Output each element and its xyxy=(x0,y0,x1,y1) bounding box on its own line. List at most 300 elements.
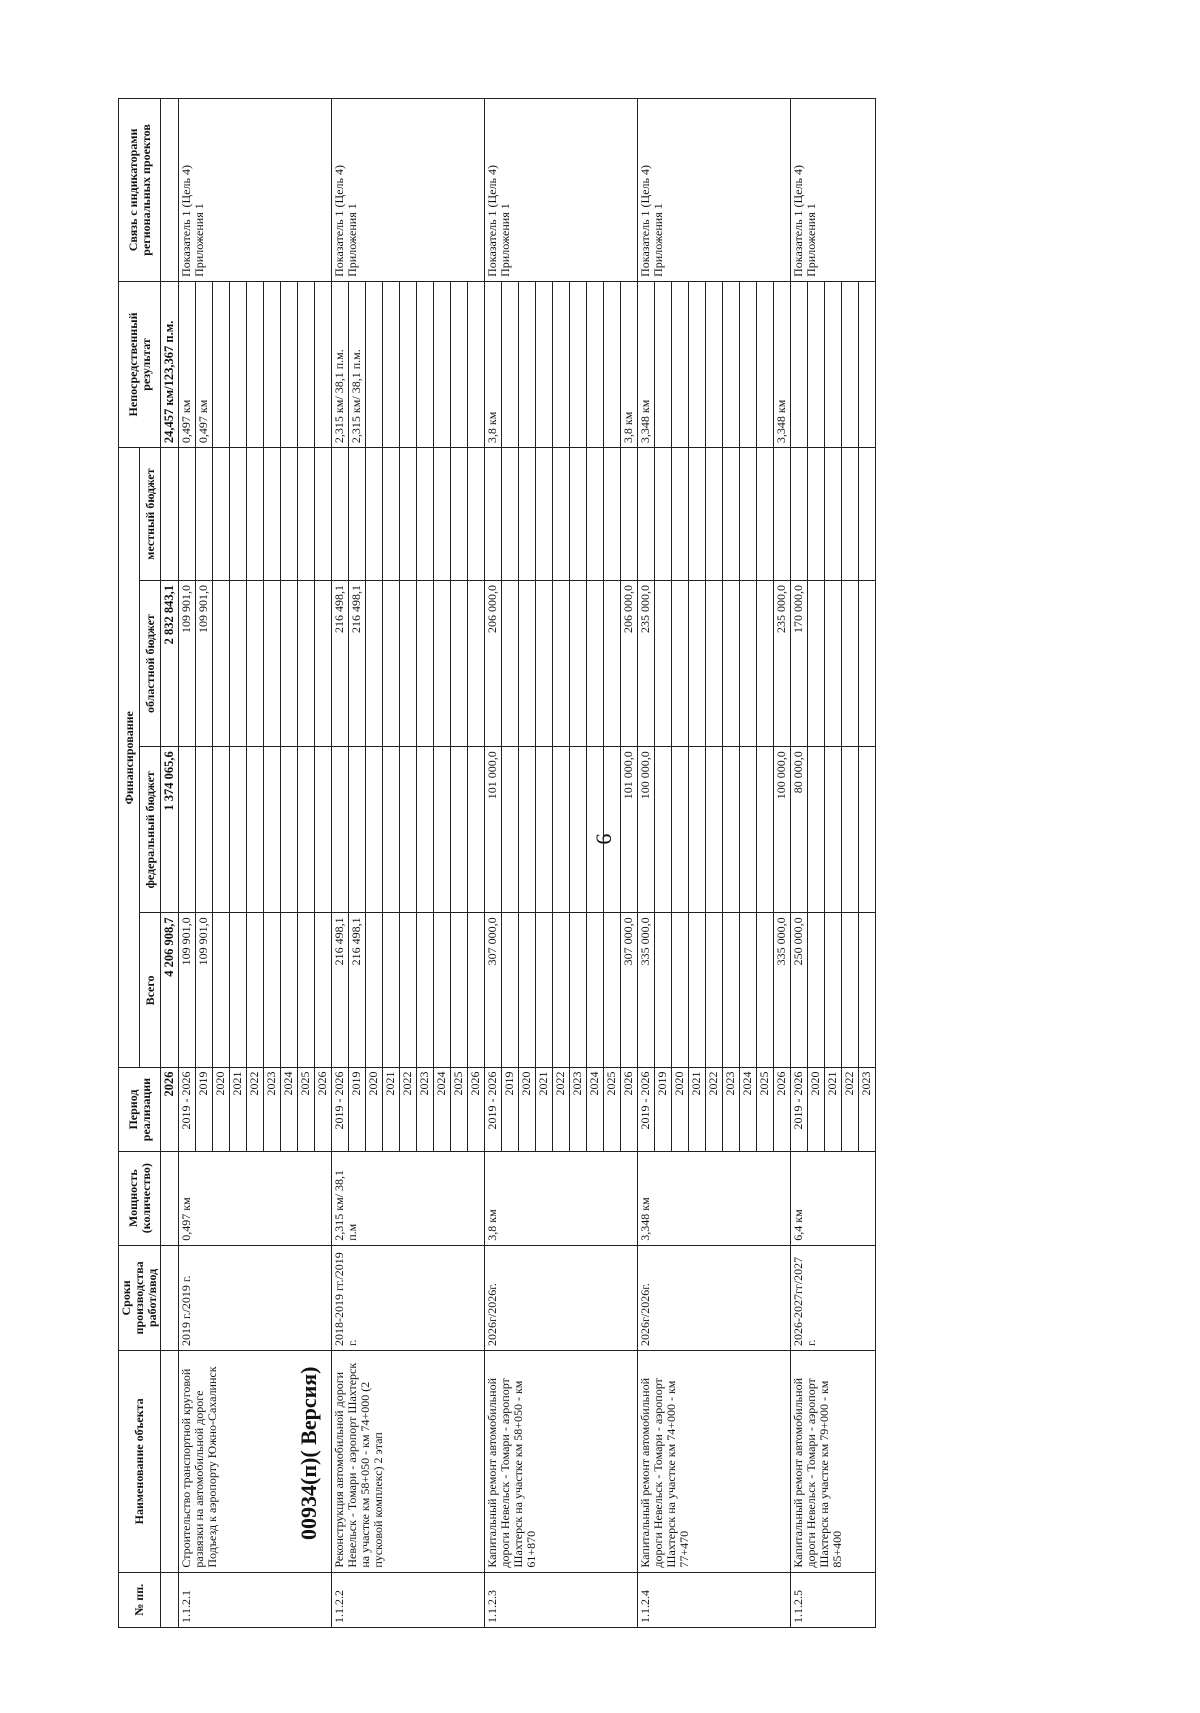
regional-cell xyxy=(706,581,723,747)
local-cell xyxy=(536,448,553,581)
object-number: 1.1.2.5 xyxy=(791,1572,876,1627)
regional-cell: 170 000,0 xyxy=(791,581,808,747)
object-capacity: 2,315 км/ 38,1 п.м xyxy=(332,1151,485,1245)
regional-cell xyxy=(553,581,570,747)
total-cell xyxy=(706,913,723,1068)
result-cell xyxy=(383,281,400,447)
result-cell xyxy=(604,281,621,447)
total-cell: 307 000,0 xyxy=(485,913,502,1068)
period-cell: 2020 xyxy=(672,1068,689,1151)
federal-cell xyxy=(587,747,604,913)
total-cell: 335 000,0 xyxy=(774,913,791,1068)
result-cell: 2,315 км/ 38,1 п.м. xyxy=(349,281,366,447)
document-code: 00934(п)( Версия) xyxy=(296,1366,321,1540)
period-cell: 2023 xyxy=(723,1068,740,1151)
regional-cell xyxy=(230,581,247,747)
total-cell: 109 901,0 xyxy=(179,913,196,1068)
object-number: 1.1.2.4 xyxy=(638,1572,791,1627)
local-cell xyxy=(400,448,417,581)
result-cell: 0,497 км xyxy=(196,281,213,447)
local-cell xyxy=(383,448,400,581)
regional-cell xyxy=(723,581,740,747)
federal-cell xyxy=(859,747,876,913)
regional-cell xyxy=(468,581,485,747)
local-cell xyxy=(230,448,247,581)
summary-no xyxy=(161,1572,179,1627)
object-link: Показатель 1 (Цель 4) Приложения 1 xyxy=(485,99,638,282)
local-cell xyxy=(570,448,587,581)
total-cell xyxy=(570,913,587,1068)
period-cell: 2019 xyxy=(349,1068,366,1151)
result-cell xyxy=(366,281,383,447)
regional-cell xyxy=(825,581,842,747)
total-cell: 216 498,1 xyxy=(349,913,366,1068)
regional-cell xyxy=(689,581,706,747)
object-link: Показатель 1 (Цель 4) Приложения 1 xyxy=(638,99,791,282)
regional-cell xyxy=(383,581,400,747)
period-cell: 2021 xyxy=(689,1068,706,1151)
total-cell xyxy=(553,913,570,1068)
object-name: Капитальный ремонт автомобильной дороги Невельск - Томари - аэропорт Шахтерск на участке км 79+000 - км 85+400 xyxy=(791,1351,876,1573)
local-cell xyxy=(179,448,196,581)
total-cell xyxy=(502,913,519,1068)
regional-cell xyxy=(213,581,230,747)
federal-cell: 100 000,0 xyxy=(638,747,655,913)
object-number: 1.1.2.1 xyxy=(179,1572,332,1627)
local-cell xyxy=(485,448,502,581)
summary-name xyxy=(161,1351,179,1573)
federal-cell xyxy=(213,747,230,913)
summary-local xyxy=(161,448,179,581)
local-cell xyxy=(604,448,621,581)
period-cell: 2020 xyxy=(808,1068,825,1151)
period-cell: 2024 xyxy=(740,1068,757,1151)
period-cell: 2020 xyxy=(519,1068,536,1151)
period-cell: 2019 xyxy=(502,1068,519,1151)
regional-cell xyxy=(655,581,672,747)
regional-cell xyxy=(587,581,604,747)
period-cell: 2019 - 2026 xyxy=(791,1068,808,1151)
period-cell: 2019 xyxy=(196,1068,213,1151)
federal-cell xyxy=(519,747,536,913)
summary-capacity xyxy=(161,1151,179,1245)
result-cell xyxy=(417,281,434,447)
period-cell: 2022 xyxy=(706,1068,723,1151)
result-cell xyxy=(842,281,859,447)
result-cell xyxy=(808,281,825,447)
federal-cell xyxy=(349,747,366,913)
total-cell xyxy=(655,913,672,1068)
local-cell xyxy=(842,448,859,581)
period-cell: 2019 - 2026 xyxy=(638,1068,655,1151)
federal-cell xyxy=(264,747,281,913)
page-number: 9 xyxy=(591,833,617,845)
period-cell: 2021 xyxy=(825,1068,842,1151)
total-cell: 335 000,0 xyxy=(638,913,655,1068)
federal-cell xyxy=(672,747,689,913)
local-cell xyxy=(196,448,213,581)
total-cell xyxy=(281,913,298,1068)
summary-total: 4 206 908,7 xyxy=(161,913,179,1068)
total-cell xyxy=(740,913,757,1068)
total-cell xyxy=(689,913,706,1068)
period-cell: 2024 xyxy=(587,1068,604,1151)
summary-period: 2026 xyxy=(161,1068,179,1151)
result-cell xyxy=(230,281,247,447)
local-cell xyxy=(808,448,825,581)
regional-cell: 109 901,0 xyxy=(196,581,213,747)
regional-cell xyxy=(451,581,468,747)
total-cell xyxy=(298,913,315,1068)
total-cell xyxy=(536,913,553,1068)
result-cell xyxy=(264,281,281,447)
federal-cell: 101 000,0 xyxy=(621,747,638,913)
federal-cell xyxy=(315,747,332,913)
object-link: Показатель 1 (Цель 4) Приложения 1 xyxy=(179,99,332,282)
object-capacity: 3,8 км xyxy=(485,1151,638,1245)
period-cell: 2022 xyxy=(400,1068,417,1151)
federal-cell xyxy=(570,747,587,913)
period-cell: 2023 xyxy=(859,1068,876,1151)
period-cell: 2023 xyxy=(264,1068,281,1151)
object-capacity: 0,497 км xyxy=(179,1151,332,1245)
period-cell: 2025 xyxy=(451,1068,468,1151)
regional-cell xyxy=(264,581,281,747)
local-cell xyxy=(332,448,349,581)
period-cell: 2021 xyxy=(536,1068,553,1151)
regional-cell: 216 498,1 xyxy=(349,581,366,747)
federal-cell xyxy=(230,747,247,913)
header-link: Связь с индикаторами региональных проектов xyxy=(119,99,161,282)
total-cell xyxy=(451,913,468,1068)
local-cell xyxy=(638,448,655,581)
regional-cell xyxy=(672,581,689,747)
total-cell xyxy=(417,913,434,1068)
federal-cell: 80 000,0 xyxy=(791,747,808,913)
federal-cell xyxy=(502,747,519,913)
result-cell xyxy=(502,281,519,447)
federal-cell xyxy=(298,747,315,913)
period-cell: 2025 xyxy=(298,1068,315,1151)
federal-cell xyxy=(196,747,213,913)
table-row xyxy=(179,99,196,1628)
object-name: Строительство транспортной круговой развязки на автомобильной дороге Подъезд к аэропорту Южно-Сахалинск xyxy=(179,1351,332,1573)
result-cell xyxy=(298,281,315,447)
regional-cell xyxy=(315,581,332,747)
result-cell xyxy=(570,281,587,447)
total-cell xyxy=(434,913,451,1068)
result-cell: 2,315 км/ 38,1 п.м. xyxy=(332,281,349,447)
header-regional: областной бюджет xyxy=(140,581,161,747)
total-cell xyxy=(213,913,230,1068)
federal-cell xyxy=(706,747,723,913)
regional-cell xyxy=(842,581,859,747)
period-cell: 2021 xyxy=(230,1068,247,1151)
header-capacity: Мощность (количество) xyxy=(119,1151,161,1245)
federal-cell xyxy=(655,747,672,913)
total-cell xyxy=(264,913,281,1068)
period-cell: 2024 xyxy=(281,1068,298,1151)
table-row xyxy=(332,99,349,1628)
local-cell xyxy=(519,448,536,581)
object-term: 2026г/2026г. xyxy=(638,1245,791,1350)
period-cell: 2021 xyxy=(383,1068,400,1151)
total-cell xyxy=(468,913,485,1068)
regional-cell xyxy=(434,581,451,747)
summary-term xyxy=(161,1245,179,1350)
result-cell xyxy=(536,281,553,447)
regional-cell xyxy=(366,581,383,747)
period-cell: 2025 xyxy=(757,1068,774,1151)
header-name: Наименование объекта xyxy=(119,1351,161,1573)
result-cell: 3,348 км xyxy=(774,281,791,447)
local-cell xyxy=(553,448,570,581)
result-cell xyxy=(400,281,417,447)
federal-cell xyxy=(417,747,434,913)
table-row xyxy=(638,99,655,1628)
local-cell xyxy=(706,448,723,581)
period-cell: 2023 xyxy=(570,1068,587,1151)
header-local: местный бюджет xyxy=(140,448,161,581)
local-cell xyxy=(859,448,876,581)
local-cell xyxy=(281,448,298,581)
period-cell: 2019 - 2026 xyxy=(179,1068,196,1151)
result-cell xyxy=(587,281,604,447)
result-cell xyxy=(247,281,264,447)
period-cell: 2022 xyxy=(247,1068,264,1151)
header-no: № пп. xyxy=(119,1572,161,1627)
local-cell xyxy=(587,448,604,581)
local-cell xyxy=(451,448,468,581)
period-cell: 2020 xyxy=(213,1068,230,1151)
regional-cell: 206 000,0 xyxy=(485,581,502,747)
regional-cell: 216 498,1 xyxy=(332,581,349,747)
result-cell xyxy=(757,281,774,447)
local-cell xyxy=(298,448,315,581)
total-cell xyxy=(400,913,417,1068)
local-cell xyxy=(468,448,485,581)
result-cell xyxy=(689,281,706,447)
period-cell: 2022 xyxy=(842,1068,859,1151)
table-row xyxy=(485,99,502,1628)
federal-cell xyxy=(434,747,451,913)
object-name: Капитальный ремонт автомобильной дороги Невельск - Томари - аэропорт Шахтерск на участке км 74+000 - км 77+470 xyxy=(638,1351,791,1573)
local-cell xyxy=(689,448,706,581)
regional-cell xyxy=(281,581,298,747)
total-cell xyxy=(757,913,774,1068)
total-cell: 250 000,0 xyxy=(791,913,808,1068)
regional-cell xyxy=(570,581,587,747)
summary-result: 24,457 км/123,367 п.м. xyxy=(161,281,179,447)
object-term: 2026г/2026г. xyxy=(485,1245,638,1350)
result-cell xyxy=(740,281,757,447)
federal-cell xyxy=(723,747,740,913)
total-cell xyxy=(825,913,842,1068)
federal-cell: 101 000,0 xyxy=(485,747,502,913)
federal-cell xyxy=(468,747,485,913)
total-cell xyxy=(587,913,604,1068)
period-cell: 2026 xyxy=(468,1068,485,1151)
period-cell: 2026 xyxy=(621,1068,638,1151)
object-name: Реконструкция автомобильной дороги Невельск - Томари - аэропорт Шахтерск на участке км 58+050 - км 74+000 (2 пусковой комплекс) 2 этап xyxy=(332,1351,485,1573)
total-cell xyxy=(808,913,825,1068)
total-cell xyxy=(604,913,621,1068)
regional-cell xyxy=(859,581,876,747)
local-cell xyxy=(757,448,774,581)
local-cell xyxy=(264,448,281,581)
result-cell xyxy=(706,281,723,447)
local-cell xyxy=(825,448,842,581)
federal-cell xyxy=(332,747,349,913)
regional-cell xyxy=(604,581,621,747)
period-cell: 2024 xyxy=(434,1068,451,1151)
object-name: Капитальный ремонт автомобильной дороги Невельск - Томари - аэропорт Шахтерск на участке км 58+050 - км 61+870 xyxy=(485,1351,638,1573)
object-number: 1.1.2.2 xyxy=(332,1572,485,1627)
result-cell xyxy=(315,281,332,447)
federal-cell xyxy=(383,747,400,913)
federal-cell xyxy=(400,747,417,913)
total-cell xyxy=(859,913,876,1068)
financing-table xyxy=(118,98,876,1628)
regional-cell xyxy=(740,581,757,747)
regional-cell xyxy=(757,581,774,747)
object-number: 1.1.2.3 xyxy=(485,1572,638,1627)
result-cell xyxy=(791,281,808,447)
result-cell xyxy=(519,281,536,447)
total-cell xyxy=(247,913,264,1068)
total-cell xyxy=(383,913,400,1068)
total-cell: 216 498,1 xyxy=(332,913,349,1068)
regional-cell xyxy=(298,581,315,747)
result-cell xyxy=(213,281,230,447)
regional-cell: 109 901,0 xyxy=(179,581,196,747)
federal-cell xyxy=(451,747,468,913)
regional-cell xyxy=(247,581,264,747)
regional-cell: 235 000,0 xyxy=(774,581,791,747)
total-cell: 307 000,0 xyxy=(621,913,638,1068)
header-federal: федеральный бюджет xyxy=(140,747,161,913)
period-cell: 2019 - 2026 xyxy=(485,1068,502,1151)
period-cell: 2019 xyxy=(655,1068,672,1151)
summary-link xyxy=(161,99,179,282)
rotated-table-container xyxy=(118,98,1028,1628)
result-cell: 3,348 км xyxy=(638,281,655,447)
local-cell xyxy=(366,448,383,581)
total-cell: 109 901,0 xyxy=(196,913,213,1068)
federal-cell xyxy=(689,747,706,913)
result-cell xyxy=(468,281,485,447)
federal-cell xyxy=(757,747,774,913)
local-cell xyxy=(315,448,332,581)
local-cell xyxy=(723,448,740,581)
regional-cell: 206 000,0 xyxy=(621,581,638,747)
local-cell xyxy=(774,448,791,581)
object-term: 2019 г./2019 г. xyxy=(179,1245,332,1350)
result-cell xyxy=(672,281,689,447)
object-term: 2026-2027гг/2027 г. xyxy=(791,1245,876,1350)
local-cell xyxy=(672,448,689,581)
period-cell: 2019 - 2026 xyxy=(332,1068,349,1151)
result-cell xyxy=(451,281,468,447)
federal-cell xyxy=(825,747,842,913)
object-link: Показатель 1 (Цель 4) Приложения 1 xyxy=(791,99,876,282)
regional-cell xyxy=(502,581,519,747)
federal-cell xyxy=(553,747,570,913)
period-cell: 2026 xyxy=(774,1068,791,1151)
summary-row xyxy=(161,99,179,1628)
period-cell: 2022 xyxy=(553,1068,570,1151)
period-cell: 2023 xyxy=(417,1068,434,1151)
result-cell xyxy=(859,281,876,447)
header-financing: Финансирование xyxy=(119,448,140,1068)
federal-cell xyxy=(604,747,621,913)
result-cell xyxy=(825,281,842,447)
regional-cell: 235 000,0 xyxy=(638,581,655,747)
federal-cell xyxy=(740,747,757,913)
federal-cell xyxy=(842,747,859,913)
local-cell xyxy=(621,448,638,581)
federal-cell xyxy=(366,747,383,913)
summary-regional: 2 832 843,1 xyxy=(161,581,179,747)
local-cell xyxy=(213,448,230,581)
regional-cell xyxy=(519,581,536,747)
result-cell xyxy=(723,281,740,447)
result-cell xyxy=(281,281,298,447)
local-cell xyxy=(791,448,808,581)
federal-cell xyxy=(247,747,264,913)
local-cell xyxy=(247,448,264,581)
federal-cell: 100 000,0 xyxy=(774,747,791,913)
result-cell: 3,8 км xyxy=(621,281,638,447)
object-capacity: 3,348 км xyxy=(638,1151,791,1245)
federal-cell xyxy=(808,747,825,913)
local-cell xyxy=(349,448,366,581)
result-cell xyxy=(655,281,672,447)
result-cell: 3,8 км xyxy=(485,281,502,447)
regional-cell xyxy=(536,581,553,747)
local-cell xyxy=(417,448,434,581)
result-cell: 0,497 км xyxy=(179,281,196,447)
object-term: 2018-2019 гг./2019 г. xyxy=(332,1245,485,1350)
result-cell xyxy=(553,281,570,447)
header-total: Всего xyxy=(140,913,161,1068)
object-capacity: 6,4 км xyxy=(791,1151,876,1245)
local-cell xyxy=(740,448,757,581)
period-cell: 2025 xyxy=(604,1068,621,1151)
regional-cell xyxy=(808,581,825,747)
header-result: Непосредственный результат xyxy=(119,281,161,447)
table-row xyxy=(791,99,808,1628)
federal-cell xyxy=(536,747,553,913)
federal-cell xyxy=(179,747,196,913)
table-body xyxy=(179,99,876,1628)
local-cell xyxy=(434,448,451,581)
header-term: Сроки производства работ/ввод xyxy=(119,1245,161,1350)
period-cell: 2026 xyxy=(315,1068,332,1151)
total-cell xyxy=(519,913,536,1068)
local-cell xyxy=(655,448,672,581)
regional-cell xyxy=(417,581,434,747)
summary-federal: 1 374 065,6 xyxy=(161,747,179,913)
period-cell: 2020 xyxy=(366,1068,383,1151)
local-cell xyxy=(502,448,519,581)
header-period: Период реализации xyxy=(119,1068,161,1151)
total-cell xyxy=(723,913,740,1068)
object-link: Показатель 1 (Цель 4) Приложения 1 xyxy=(332,99,485,282)
total-cell xyxy=(842,913,859,1068)
federal-cell xyxy=(281,747,298,913)
total-cell xyxy=(315,913,332,1068)
